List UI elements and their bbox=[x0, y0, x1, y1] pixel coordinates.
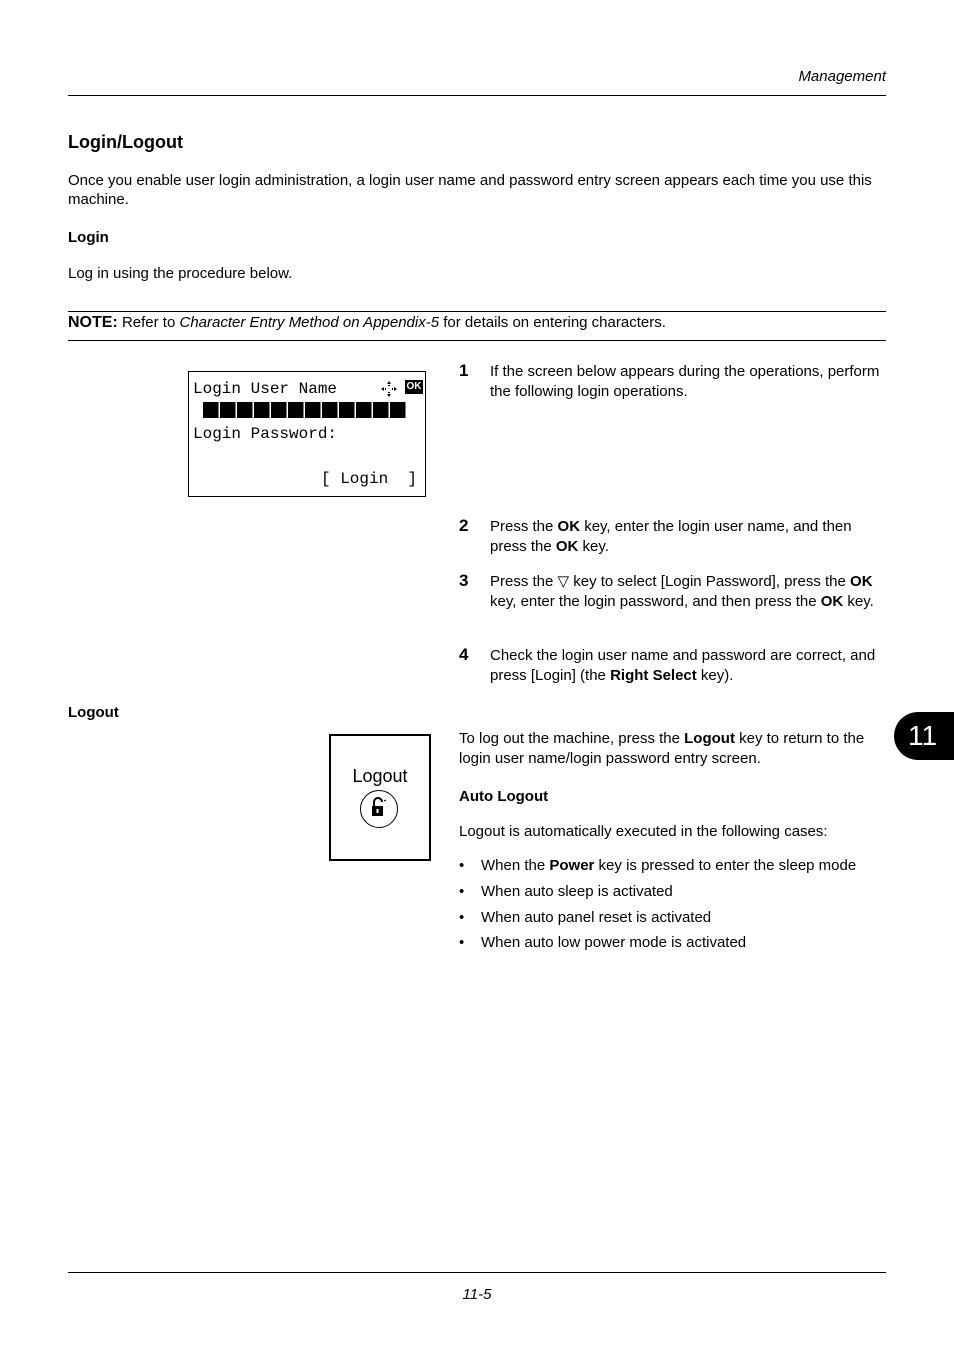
logout-text: To log out the machine, press the Logout key to return to the login user name/login password entry screen. bbox=[459, 730, 865, 767]
note-bottom-rule bbox=[68, 340, 886, 341]
running-header: Management bbox=[798, 68, 886, 85]
login-heading: Login bbox=[68, 229, 109, 246]
bullet-dot: • bbox=[459, 909, 465, 926]
list-item-text: When auto low power mode is activated bbox=[481, 934, 747, 951]
lcd-user-name-label: Login User Name bbox=[193, 380, 338, 398]
bullet-dot: • bbox=[459, 883, 465, 900]
bullet-dot: • bbox=[459, 857, 465, 874]
step-3-number: 3 bbox=[459, 571, 469, 590]
step-4-number: 4 bbox=[459, 645, 469, 664]
step-2-number: 2 bbox=[459, 516, 469, 535]
unlock-icon bbox=[360, 790, 398, 828]
logout-heading: Logout bbox=[68, 704, 119, 721]
chapter-number: 11 bbox=[908, 720, 938, 751]
lcd-user-name-field bbox=[203, 402, 407, 418]
intro-paragraph: Once you enable user login administration, a login user name and password entry screen appears each time you use this machine. bbox=[68, 172, 872, 208]
page-number: 11-5 bbox=[462, 1286, 492, 1303]
navigation-cross-icon bbox=[381, 381, 397, 397]
note bbox=[68, 314, 666, 332]
step-1-text: If the screen below appears during the operations, perform the following login operations. bbox=[490, 363, 880, 400]
logout-key bbox=[329, 734, 431, 861]
footer-rule bbox=[68, 1272, 886, 1273]
step-1-number: 1 bbox=[459, 361, 469, 380]
logout-key-label: Logout bbox=[352, 766, 408, 786]
list-item-text: When the Power key is pressed to enter the sleep mode bbox=[481, 857, 857, 874]
chapter-tab bbox=[894, 712, 954, 760]
note-top-rule bbox=[68, 311, 886, 312]
bullet-dot: • bbox=[459, 934, 465, 951]
note-text-pre: Refer to bbox=[117, 314, 180, 331]
auto-logout-intro: Logout is automatically executed in the following cases: bbox=[459, 823, 828, 840]
section-title: Login/Logout bbox=[68, 132, 183, 152]
lcd-login-softkey: [ Login ] bbox=[320, 470, 417, 488]
login-text: Log in using the procedure below. bbox=[68, 265, 293, 282]
note-label: NOTE: bbox=[68, 314, 118, 331]
ok-key-icon: OK bbox=[406, 381, 422, 392]
step-3-text: Press the ▽ key to select [Login Password], press the OK key, enter the login password, and then press the OK key. bbox=[490, 573, 874, 610]
header-rule bbox=[68, 95, 886, 96]
step-4-text: Check the login user name and password are correct, and press [Login] (the Right Select key). bbox=[490, 647, 876, 684]
list-item-text: When auto panel reset is activated bbox=[481, 909, 712, 926]
list-item-text: When auto sleep is activated bbox=[481, 883, 673, 900]
note-reference-link: Character Entry Method on Appendix-5 bbox=[179, 314, 440, 331]
login-lcd-screen bbox=[188, 371, 426, 497]
unlock-glyph bbox=[361, 791, 396, 826]
auto-logout-heading: Auto Logout bbox=[459, 788, 549, 805]
step-2-text: Press the OK key, enter the login user name, and then press the OK key. bbox=[490, 518, 852, 555]
note-text-post: for details on entering characters. bbox=[439, 314, 666, 331]
lcd-password-label: Login Password: bbox=[193, 425, 338, 443]
